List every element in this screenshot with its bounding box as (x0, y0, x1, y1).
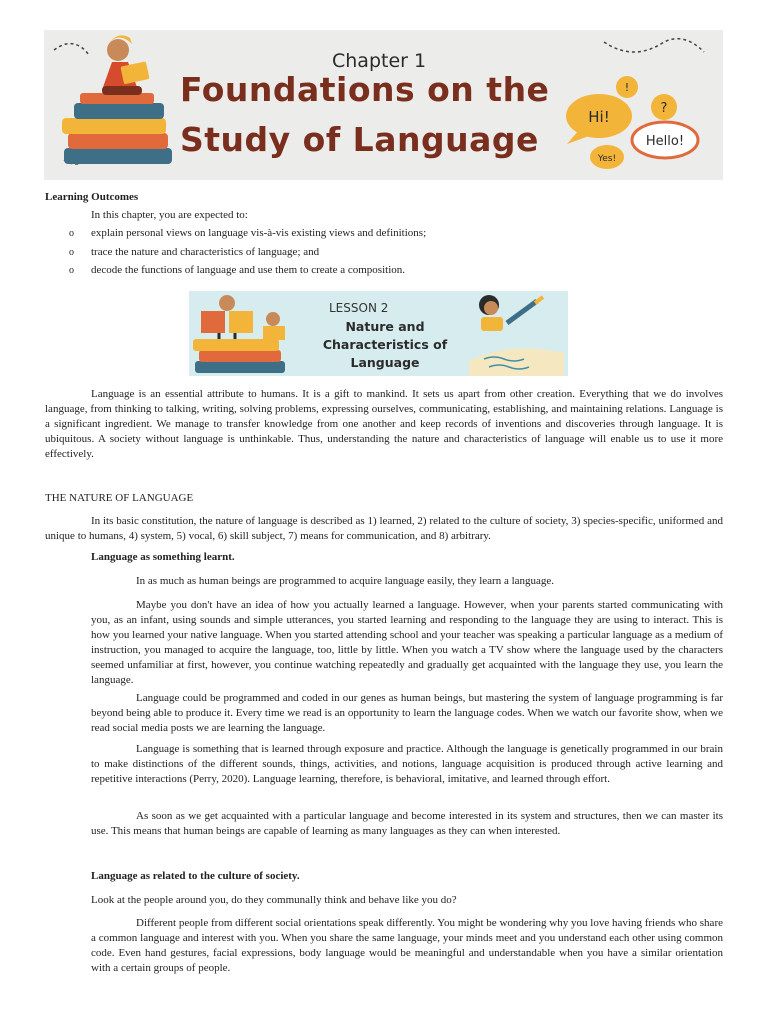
bubble-yes: Yes! (597, 154, 617, 164)
nature-intro-paragraph: In its basic constitution, the nature of language is described as 1) learned, 2) related to the culture of society, 3) species-specific, uniformed and unique to humans, 4) system, 5) vocal, 6) skill subject, 7) means for communication, and 8) arbitrary. (45, 515, 723, 542)
lesson-banner (189, 291, 568, 376)
learning-outcomes-heading: Learning Outcomes (45, 191, 139, 203)
bubble-hi: Hi! (588, 108, 610, 126)
lesson-title: Nature and Characteristics of Language (322, 319, 448, 370)
bubble-exclaim: ! (624, 81, 630, 94)
learnt-paragraph-2: Maybe you don't have an idea of how you actually learned a language. However, when your parents started communicating with you, as an infant, using sounds and simple utterances, you started learning and responding to the language they are using to interact. This is how you learned your native language. When you started attending school and your teacher was speaking a particular language as a medium of instruction, you managed to acquire the language, too, little by little. When you watch a TV show where the language used by the characters seemed unfamiliar at first, however, you continue watching repeatedly and gradually get acquainted with the language they use, you learn the language. (91, 599, 723, 686)
learnt-paragraph-5: As soon as we get acquainted with a particular language and become interested in its system and structures, then we can master its use. This means that human beings are capable of learning as many languages as they can when interested. (91, 810, 723, 837)
bullet-marker: o (69, 265, 74, 276)
nature-heading: THE NATURE OF LANGUAGE (45, 492, 194, 504)
culture-heading: Language as related to the culture of society. (91, 870, 300, 882)
bubble-question: ? (660, 101, 668, 116)
learnt-paragraph-4: Language is something that is learned through exposure and practice. Although the language is genetically programmed in our brain to make distinctions of the different sounds, things, activities, and notions, language acquisition is produced through active learning and repetitive interactions (Perry, 2020). Language learning, therefore, is behavioral, imitative, and learned through effort. (91, 743, 723, 785)
learnt-heading: Language as something learnt. (91, 551, 235, 563)
chapter-banner (44, 30, 723, 180)
lesson-number: LESSON 2 (329, 301, 389, 315)
chapter-number: Chapter 1 (332, 50, 427, 72)
bullet-marker: o (69, 247, 74, 258)
bubble-hello: Hello! (645, 134, 685, 149)
culture-paragraph-1: Look at the people around you, do they communally think and behave like you do? (91, 894, 457, 906)
learning-outcomes-intro: In this chapter, you are expected to: (91, 209, 248, 221)
chapter-title-line-1: Foundations on the (180, 70, 550, 109)
outcome-item-3: decode the functions of language and use them to create a composition. (91, 264, 406, 276)
bullet-marker: o (69, 228, 74, 239)
intro-paragraph: Language is an essential attribute to humans. It is a gift to mankind. It sets us apart from other creation. Everything that we do involves language, from thinking to talking, writing, solving problems, expressing ourselves, communicating, establishing, and maintaining relations. Language is a significant ingredient. We manage to transfer knowledge from one another and keep records of inventions and discoveries through language. It is ubiquitous. A society without language is unthinkable. Thus, understanding the nature and characteristics of language will enable us to use it more effectively. (45, 388, 723, 460)
learnt-paragraph-3: Language could be programmed and coded in our genes as human beings, but mastering the system of language programming is far beyond being able to produce it. Every time we read is an opportunity to learn the language codes. When we watch our favorite show, when we read social media posts we are learning the language. (91, 692, 723, 734)
outcome-item-2: trace the nature and characteristics of language; and (91, 246, 320, 258)
learnt-paragraph-1: In as much as human beings are programmed to acquire language easily, they learn a language. (136, 575, 555, 587)
outcome-item-1: explain personal views on language vis-à-vis existing views and definitions; (91, 227, 427, 239)
chapter-title-line-2: Study of Language (180, 120, 539, 159)
culture-paragraph-2: Different people from different social orientations speak differently. You might be wondering why you love having friends who share a common language and interest with you. When you share the same language, your minds meet and you understand each other using common code. Even hand gestures, facial expressions, body language would be meaningful and understandable when you have a similar orientation with a certain groups of people. (91, 917, 723, 974)
